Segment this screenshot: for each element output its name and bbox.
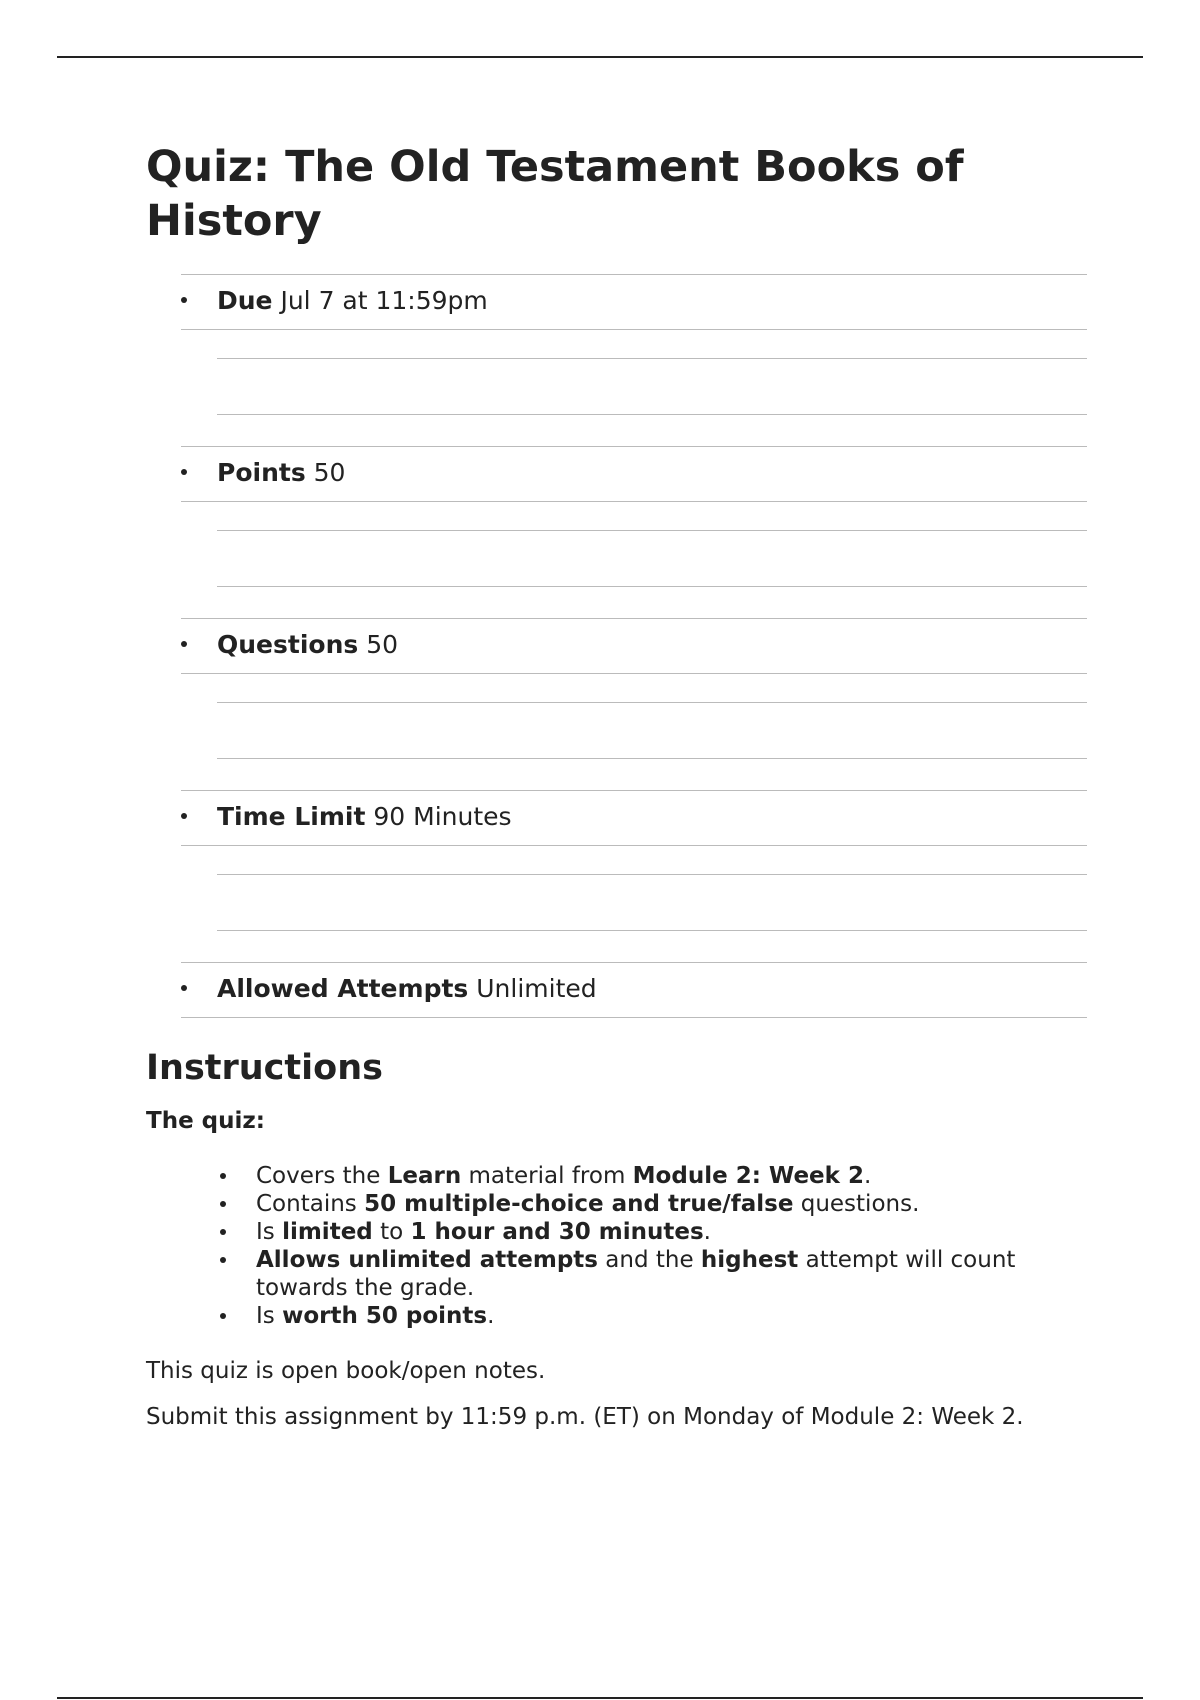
detail-label: Points <box>217 458 306 487</box>
detail-allowed-attempts <box>181 962 1087 1018</box>
detail-spacer <box>181 674 1087 790</box>
detail-label: Questions <box>217 630 359 659</box>
detail-due <box>181 274 1087 330</box>
detail-label: Due <box>217 286 273 315</box>
instructions-heading: Instructions <box>146 1048 383 1088</box>
bullet-icon <box>181 641 187 647</box>
detail-value: 50 <box>366 630 399 659</box>
detail-spacer <box>181 330 1087 446</box>
bullet-icon <box>181 469 187 475</box>
instructions-list <box>146 1162 1086 1330</box>
detail-value: 50 <box>313 458 346 487</box>
detail-points <box>181 446 1087 502</box>
list-item: Is limited to 1 hour and 30 minutes. <box>256 1218 1086 1246</box>
detail-label: Allowed Attempts <box>217 974 469 1003</box>
quiz-details-list <box>181 274 1087 1018</box>
list-item: Covers the Learn material from Module 2: Week 2. <box>256 1162 1086 1190</box>
open-book-note: This quiz is open book/open notes. <box>146 1358 546 1384</box>
detail-questions <box>181 618 1087 674</box>
quiz-page <box>146 140 1086 1430</box>
detail-spacer <box>181 846 1087 962</box>
instructions-section <box>146 1046 1086 1432</box>
bullet-icon <box>220 1229 226 1235</box>
bullet-icon <box>220 1201 226 1207</box>
detail-time-limit <box>181 790 1087 846</box>
list-item: Contains 50 multiple-choice and true/false questions. <box>256 1190 1086 1218</box>
bullet-icon <box>181 985 187 991</box>
detail-label: Time Limit <box>217 802 366 831</box>
list-item: Allows unlimited attempts and the highest attempt will count towards the grade. <box>256 1246 1086 1302</box>
detail-value: 90 Minutes <box>373 802 512 831</box>
detail-value: Unlimited <box>476 974 597 1003</box>
bottom-divider <box>57 1697 1143 1699</box>
submit-note: Submit this assignment by 11:59 p.m. (ET) on Monday of Module 2: Week 2. <box>146 1404 1024 1430</box>
quiz-label: The quiz: <box>146 1108 265 1134</box>
list-item: Is worth 50 points. <box>256 1302 1086 1330</box>
bullet-icon <box>181 813 187 819</box>
bullet-icon <box>220 1313 226 1319</box>
page-title: Quiz: The Old Testament Books of History <box>146 142 964 246</box>
bullet-icon <box>220 1257 226 1263</box>
bullet-icon <box>220 1173 226 1179</box>
top-divider <box>57 56 1143 58</box>
detail-value: Jul 7 at 11:59pm <box>280 286 488 315</box>
detail-spacer <box>181 502 1087 618</box>
bullet-icon <box>181 297 187 303</box>
